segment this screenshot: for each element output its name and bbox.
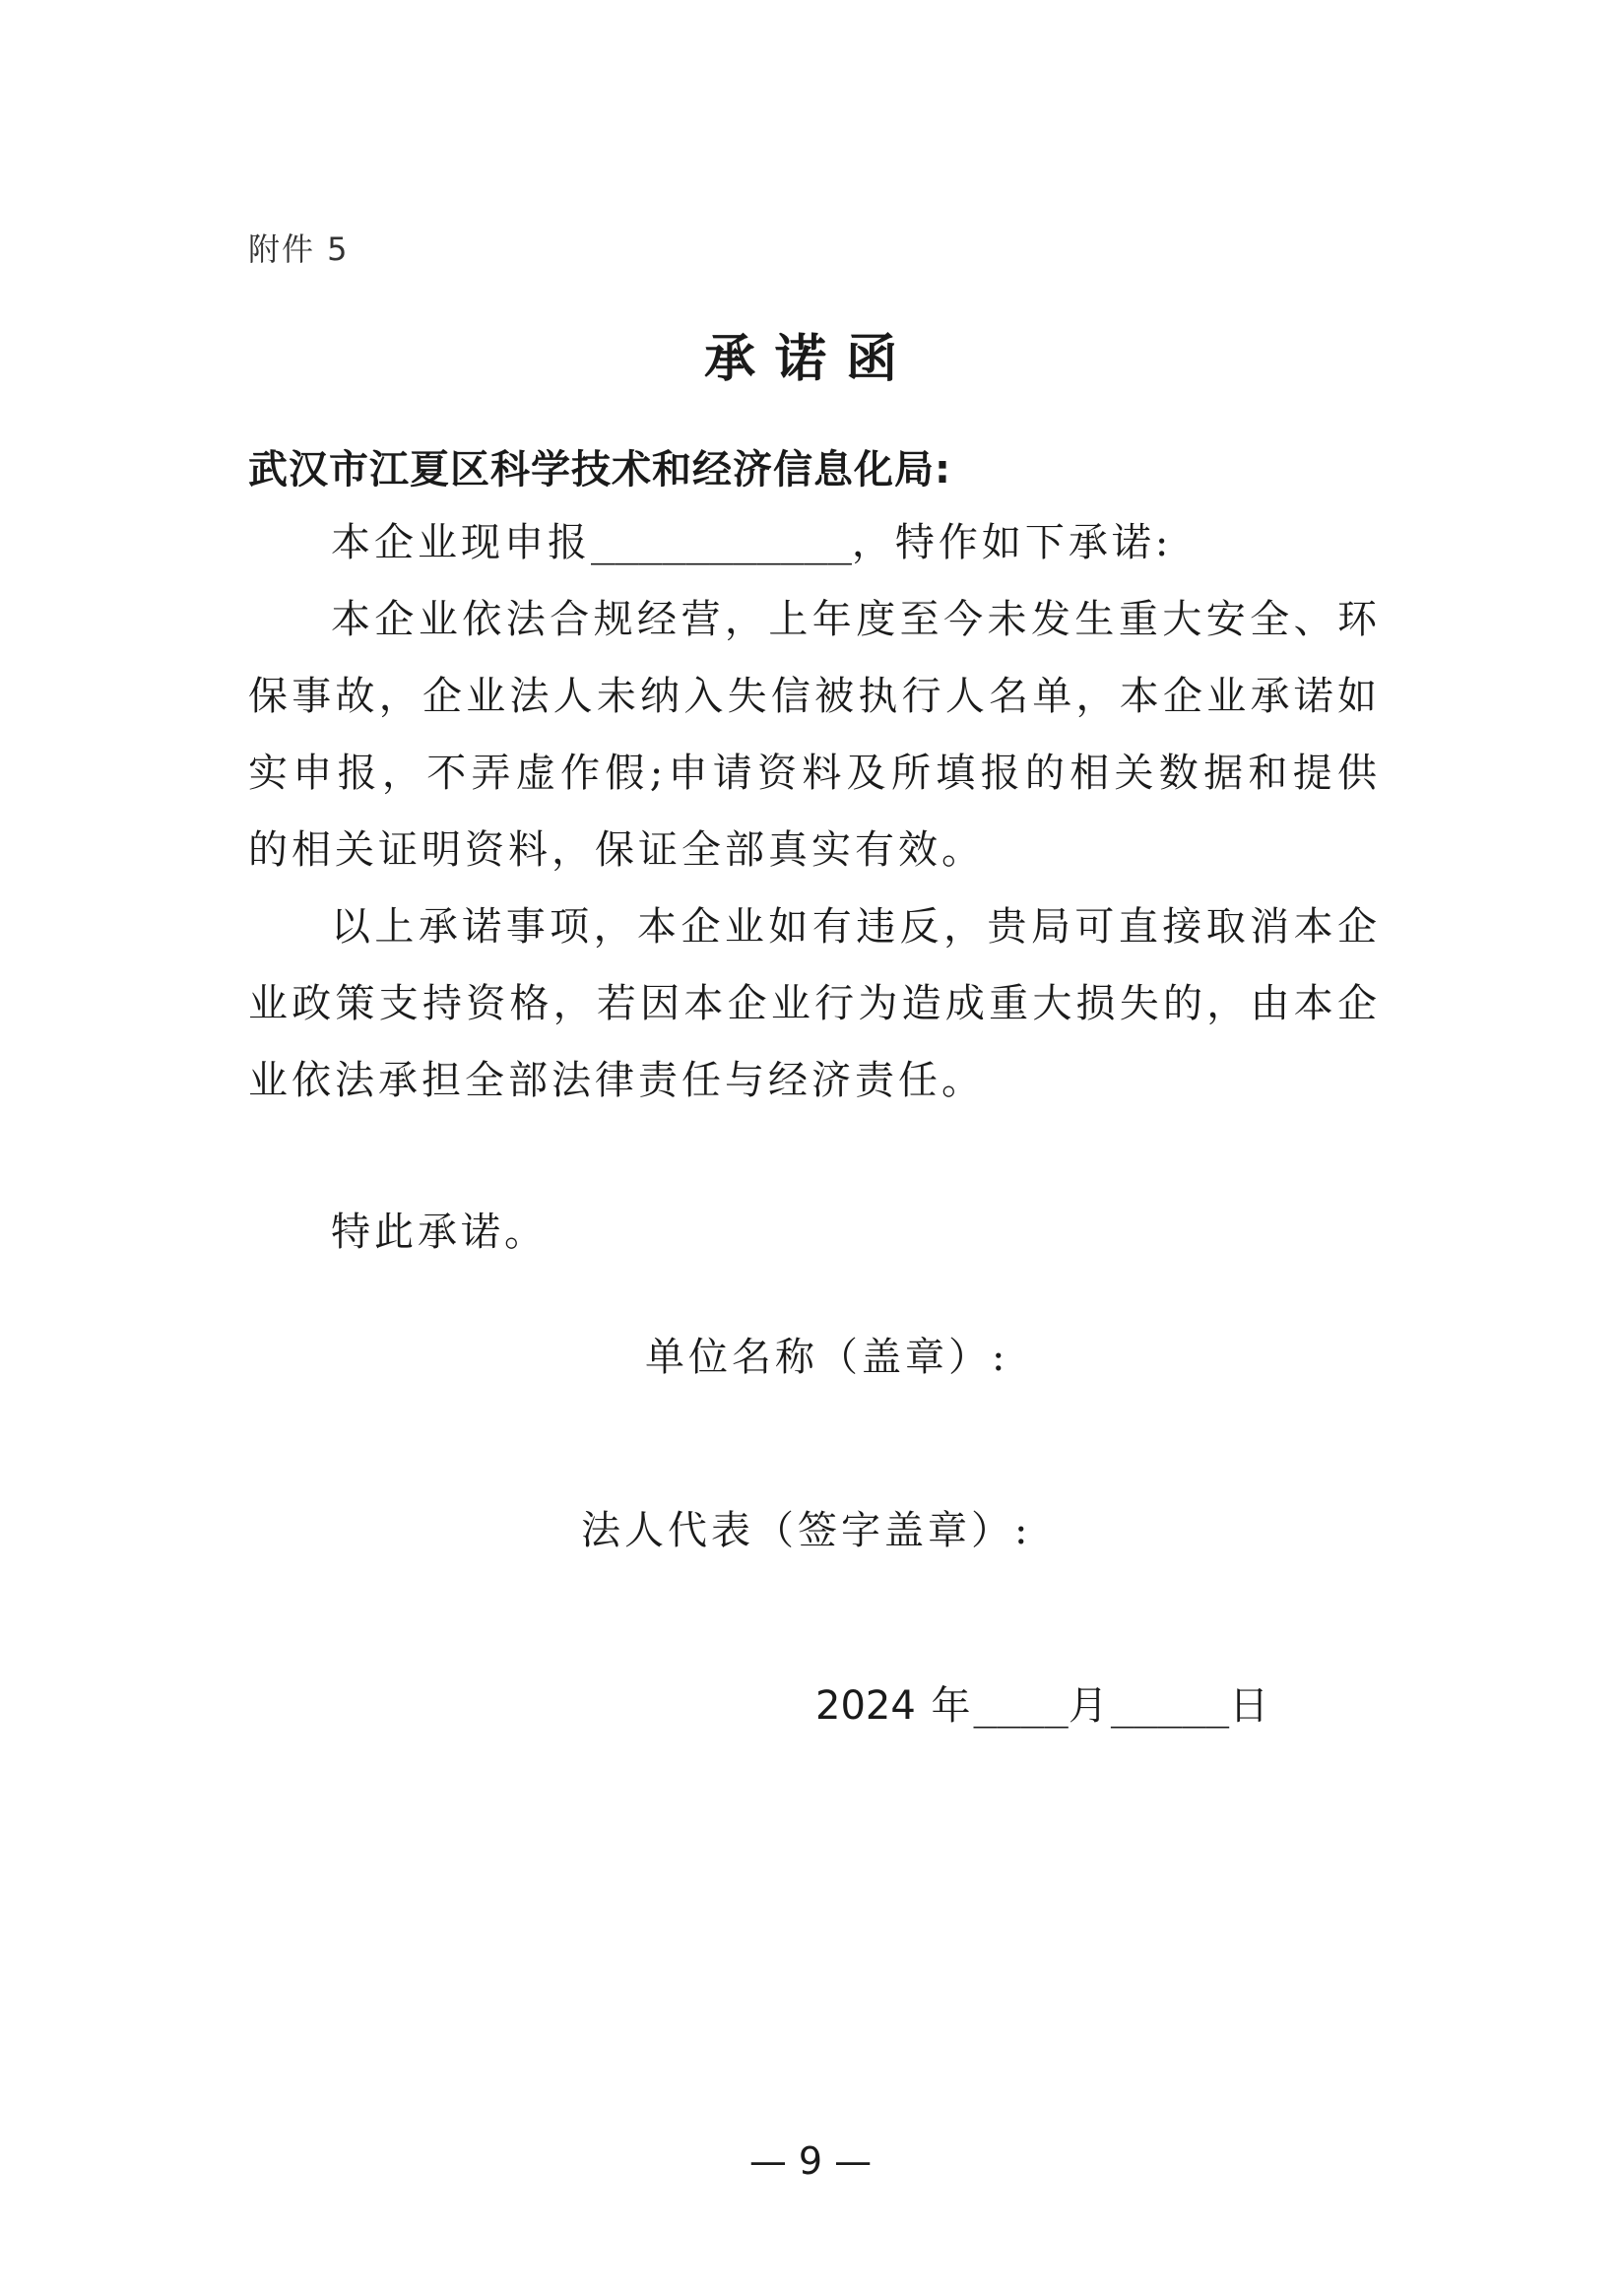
page-number: — 9 — [748,2139,873,2183]
paragraph-declaration [248,504,1381,581]
closing-statement: 特此承诺。 [331,1210,548,1255]
unit-name-label: 单位名称（盖章）: [645,1335,1009,1380]
date-year-char: 年 [931,1683,974,1729]
date-month-char: 月 [1068,1683,1111,1729]
paragraph-commitment: 本企业依法合规经营，上年度至今未发生重大安全、环保事故，企业法人未纳入失信被执行人名单，本企业承诺如实申报，不弄虚作假;申请资料及所填报的相关数据和提供的相关证明资料，保证全部真实有效。 [248,597,1381,873]
paragraph-declaration-after: ，特作如下承诺: [851,520,1173,565]
addressee: 武汉市江夏区科学技术和经济信息化局: [248,447,951,492]
attachment-label: 附件 5 [248,230,350,268]
date-month-blank: ____ [973,1683,1069,1729]
date-year: 2024 [815,1683,916,1729]
date-day-char: 日 [1229,1683,1272,1729]
legal-representative-label: 法人代表（签字盖章）: [581,1508,1032,1553]
document-title: 承诺函 [703,329,917,389]
date-line [815,1674,1271,1731]
paragraph-declaration-before: 本企业现申报 [331,520,591,565]
project-blank-field: ___________ [591,520,852,565]
date-day-blank: _____ [1110,1683,1230,1729]
paragraph-liability: 以上承诺事项，本企业如有违反，贵局可直接取消本企业政策支持资格，若因本企业行为造成重大损失的，由本企业依法承担全部法律责任与经济责任。 [248,904,1381,1103]
